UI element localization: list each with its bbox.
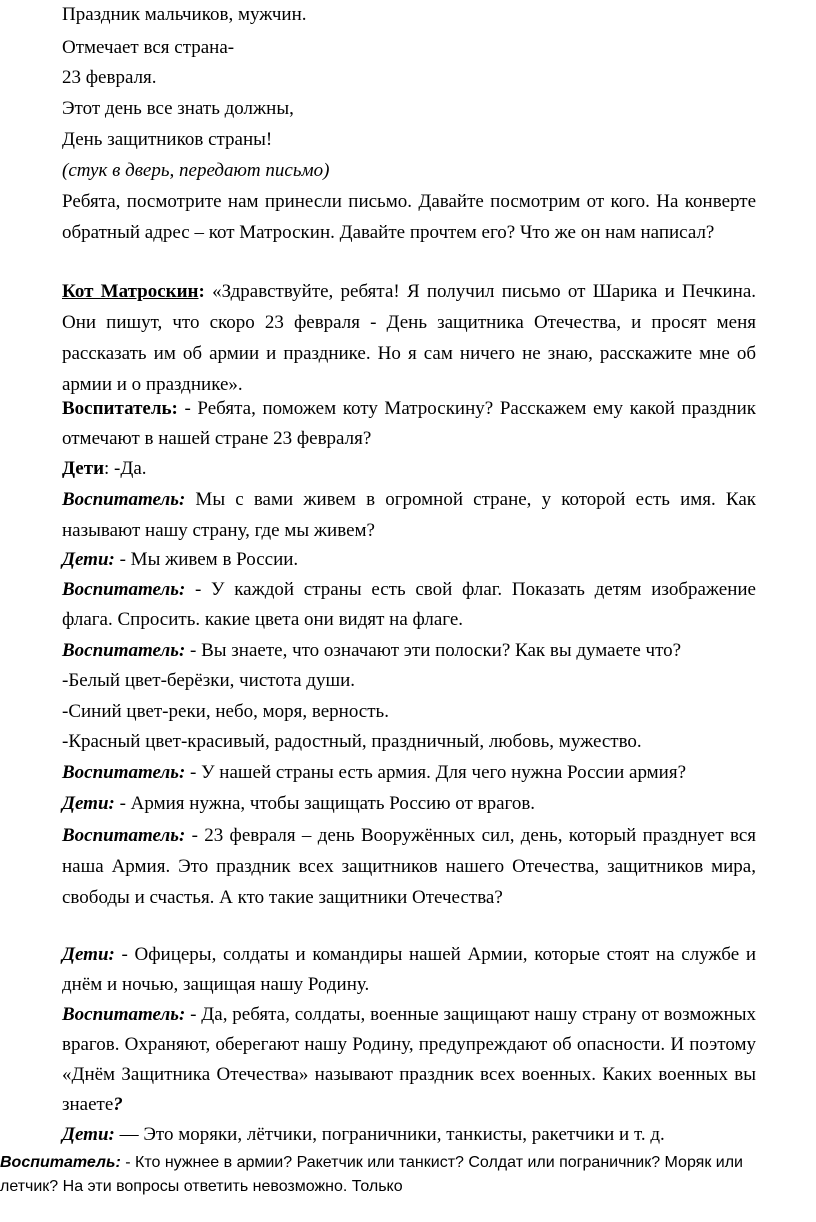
speaker-label: Воспитатель:	[62, 398, 178, 419]
speaker-label: Воспитатель:	[62, 762, 186, 783]
speaker-label: Дети:	[62, 793, 115, 814]
dialogue-line	[62, 940, 756, 1000]
speaker-label: Дети:	[62, 549, 115, 570]
speaker-label: Воспитатель:	[62, 1004, 186, 1025]
speaker-sep: :	[198, 281, 205, 302]
poem-line: День защитников страны!	[62, 129, 273, 150]
dialogue-text: - Да, ребята, солдаты, военные защищают нашу страну от возможных врагов. Охраняют, оберегают нашу Родину, предупреждают об опасности. И поэтому «Днём Защитника Отечества» называют праздник всех военных. Каких военных вы знаете	[62, 1004, 756, 1115]
question-mark: ?	[113, 1094, 123, 1115]
dialogue-line	[62, 454, 756, 484]
poem-line: Праздник мальчиков, мужчин.	[62, 4, 307, 25]
dialogue-matroskin	[62, 276, 756, 400]
dialogue-text: - У нашей страны есть армия. Для чего нужна России армия?	[185, 762, 687, 783]
footer-text: - Кто нужнее в армии? Ракетчик или танкист? Солдат или пограничник? Моряк или	[120, 1154, 743, 1171]
dialogue-text: Мы с вами живем в огромной стране, у которой есть имя. Как называют нашу страну, где мы живем?	[62, 489, 756, 541]
speaker-label: Воспитатель:	[62, 489, 186, 510]
footer-line: летчик? На эти вопросы ответить невозможно. Только	[0, 1178, 403, 1195]
dialogue-text: - У каждой страны есть свой флаг. Показать детям изображение флага. Спросить. какие цвета они видят на флаге.	[62, 579, 756, 630]
dialogue-line	[62, 789, 756, 819]
poem-line: Этот день все знать должны,	[62, 98, 294, 119]
dialogue-line	[62, 484, 756, 546]
footer-paragraph	[0, 1151, 816, 1199]
speaker-label: Дети	[62, 458, 105, 479]
dialogue-line	[62, 820, 756, 913]
flag-meaning-line: -Синий цвет-реки, небо, моря, верность.	[62, 701, 389, 722]
dialogue-line	[62, 758, 756, 788]
intro-paragraph: Ребята, посмотрите нам принесли письмо. Давайте посмотрим от кого. На конверте обратный адрес – кот Матроскин. Давайте прочтем его? Что же он нам написал?	[62, 191, 756, 243]
dialogue-text: : -Да.	[104, 458, 147, 479]
footer-line	[0, 1151, 816, 1175]
dialogue-line	[62, 545, 756, 575]
poem-line: Отмечает вся страна-	[62, 37, 235, 58]
dialogue-line	[62, 1000, 756, 1120]
speaker-label: Воспитатель:	[62, 640, 186, 661]
dialogue-text: - Офицеры, солдаты и командиры нашей Армии, которые стоят на службе и днём и ночью, защищая нашу Родину.	[62, 944, 756, 995]
dialogue-line	[62, 394, 756, 454]
speaker-label: Воспитатель:	[62, 579, 186, 600]
flag-meaning-line: -Красный цвет-красивый, радостный, праздничный, любовь, мужество.	[62, 731, 642, 752]
flag-meaning-line: -Белый цвет-берёзки, чистота души.	[62, 670, 356, 691]
speaker-label: Дети:	[62, 944, 115, 965]
speaker-label: Воспитатель:	[62, 825, 186, 846]
dialogue-line	[62, 636, 756, 666]
dialogue-text: «Здравствуйте, ребята! Я получил письмо от Шарика и Печкина. Они пишут, что скоро 23 февраля - День защитника Отечества, и просят меня рассказать им об армии и празднике. Но я сам ничего не знаю, расскажите мне об армии и о празднике».	[62, 281, 757, 395]
poem-line: 23 февраля.	[62, 67, 157, 88]
dialogue-text: - 23 февраля – день Вооружённых сил, день, который празднует вся наша Армия. Это праздник всех защитников нашего Отечества, защитников мира, свободы и счастья. А кто такие защитники Отечества?	[62, 825, 756, 908]
speaker-label: Воспитатель:	[0, 1154, 121, 1171]
dialogue-line	[62, 575, 756, 635]
dialogue-text: - Вы знаете, что означают эти полоски? Как вы думаете что?	[185, 640, 682, 661]
dialogue-text: - Армия нужна, чтобы защищать Россию от врагов.	[114, 793, 536, 814]
speaker-label: Кот Матроскин	[62, 281, 199, 302]
dialogue-line	[62, 1120, 756, 1150]
dialogue-text: — Это моряки, лётчики, пограничники, танкисты, ракетчики и т. д.	[114, 1124, 665, 1145]
speaker-label: Дети:	[62, 1124, 115, 1145]
dialogue-text: - Мы живем в России.	[114, 549, 299, 570]
dialogue-text: - Ребята, поможем коту Матроскину? Расскажем ему какой праздник отмечают в нашей стране 23 февраля?	[62, 398, 756, 449]
stage-direction: (стук в дверь, передают письмо)	[62, 160, 330, 181]
